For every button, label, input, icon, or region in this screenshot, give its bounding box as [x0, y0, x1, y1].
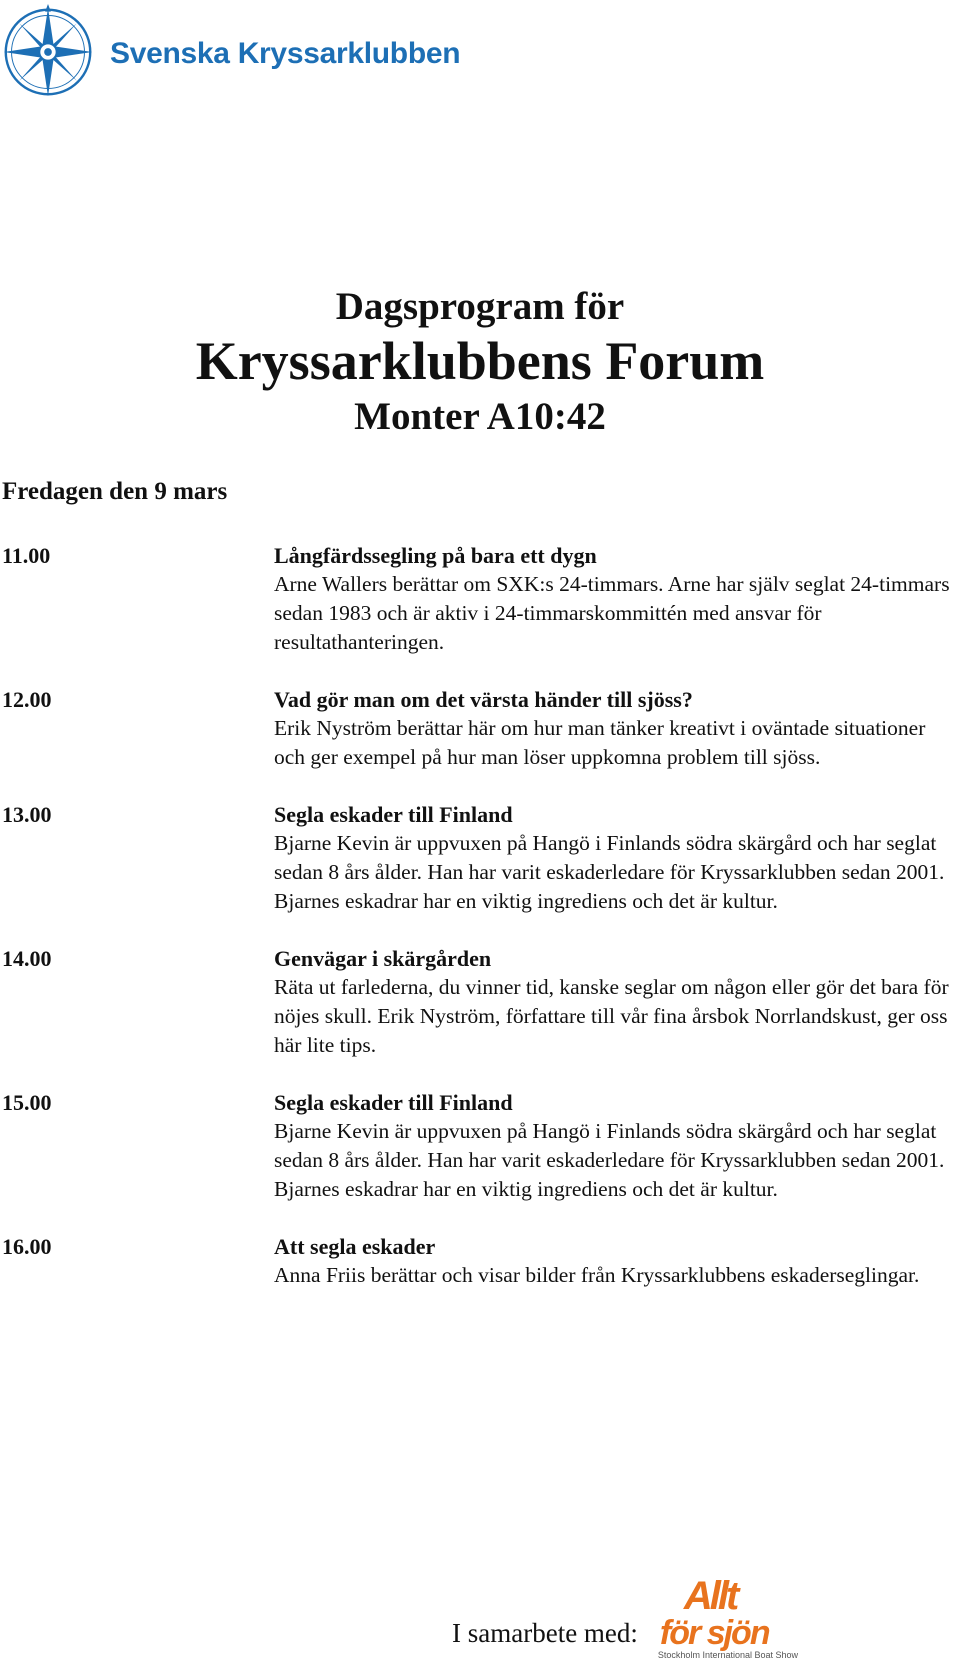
program-title: Vad gör man om det värsta händer till sjöss? — [274, 687, 693, 712]
title-line-1: Dagsprogram för — [335, 285, 625, 328]
program-list — [2, 542, 960, 1319]
program-item — [2, 945, 960, 1060]
program-item — [2, 542, 960, 657]
title-line-2: Kryssarklubbens Forum — [195, 331, 765, 391]
program-title: Genvägar i skärgården — [274, 946, 492, 971]
program-description: Bjarne Kevin är uppvuxen på Hangö i Finlands södra skärgård och har seglat sedan 8 års ålder. Han har varit eskaderledare för Kryssarklubben sedan 2001. Bjarnes eskadrar har en viktig ingrediens och det är kultur. — [274, 831, 945, 913]
title-line-3: Monter A10:42 — [354, 395, 606, 438]
program-title: Långfärdssegling på bara ett dygn — [274, 543, 597, 568]
program-item — [2, 1089, 960, 1204]
compass-rose-icon — [0, 2, 96, 102]
partner-logo-mid: för sjön — [659, 1614, 769, 1652]
program-description: Bjarne Kevin är uppvuxen på Hangö i Finlands södra skärgård och har seglat sedan 8 års ålder. Han har varit eskaderledare för Kryssarklubben sedan 2001. Bjarnes eskadrar har en viktig ingrediens och det är kultur. — [274, 1119, 945, 1201]
partner-logo — [656, 1574, 799, 1662]
date-heading: Fredagen den 9 mars — [2, 478, 228, 505]
program-title: Segla eskader till Finland — [274, 1090, 513, 1115]
program-time: 13.00 — [2, 802, 52, 827]
cooperation-footer — [452, 1574, 799, 1662]
program-time: 15.00 — [2, 1090, 52, 1115]
program-time: 11.00 — [2, 543, 51, 568]
program-title: Segla eskader till Finland — [274, 802, 513, 827]
program-item — [2, 686, 960, 772]
program-description: Erik Nyström berättar här om hur man tänker kreativt i oväntade situationer och ger exempel på hur man löser uppkomna problem till sjöss. — [274, 716, 926, 769]
program-description: Räta ut farlederna, du vinner tid, kanske seglar om någon eller gör det bara för nöjes skull. Erik Nyström, författare till vår fina årsbok Norrlandskust, ger oss här lite tips. — [274, 975, 949, 1057]
cooperation-label: I samarbete med: — [452, 1618, 638, 1648]
program-time: 16.00 — [2, 1234, 52, 1259]
brand-header — [0, 2, 460, 102]
program-description: Anna Friis berättar och visar bilder från Kryssarklubbens eskaderseglingar. — [274, 1263, 920, 1287]
program-title: Att segla eskader — [274, 1234, 436, 1259]
brand-name: Svenska Kryssarklubben — [110, 37, 461, 70]
program-description: Arne Wallers berättar om SXK:s 24-timmars. Arne har själv seglat 24-timmars sedan 1983 och är aktiv i 24-timmarskommittén med ansvar för resultathanteringen. — [274, 572, 950, 654]
program-time: 12.00 — [2, 687, 52, 712]
program-time: 14.00 — [2, 946, 52, 971]
partner-logo-sub: Stockholm International Boat Show — [657, 1650, 799, 1660]
partner-logo-top: Allt — [683, 1574, 737, 1618]
page-title — [0, 282, 960, 444]
program-item — [2, 1233, 960, 1290]
program-item — [2, 801, 960, 916]
